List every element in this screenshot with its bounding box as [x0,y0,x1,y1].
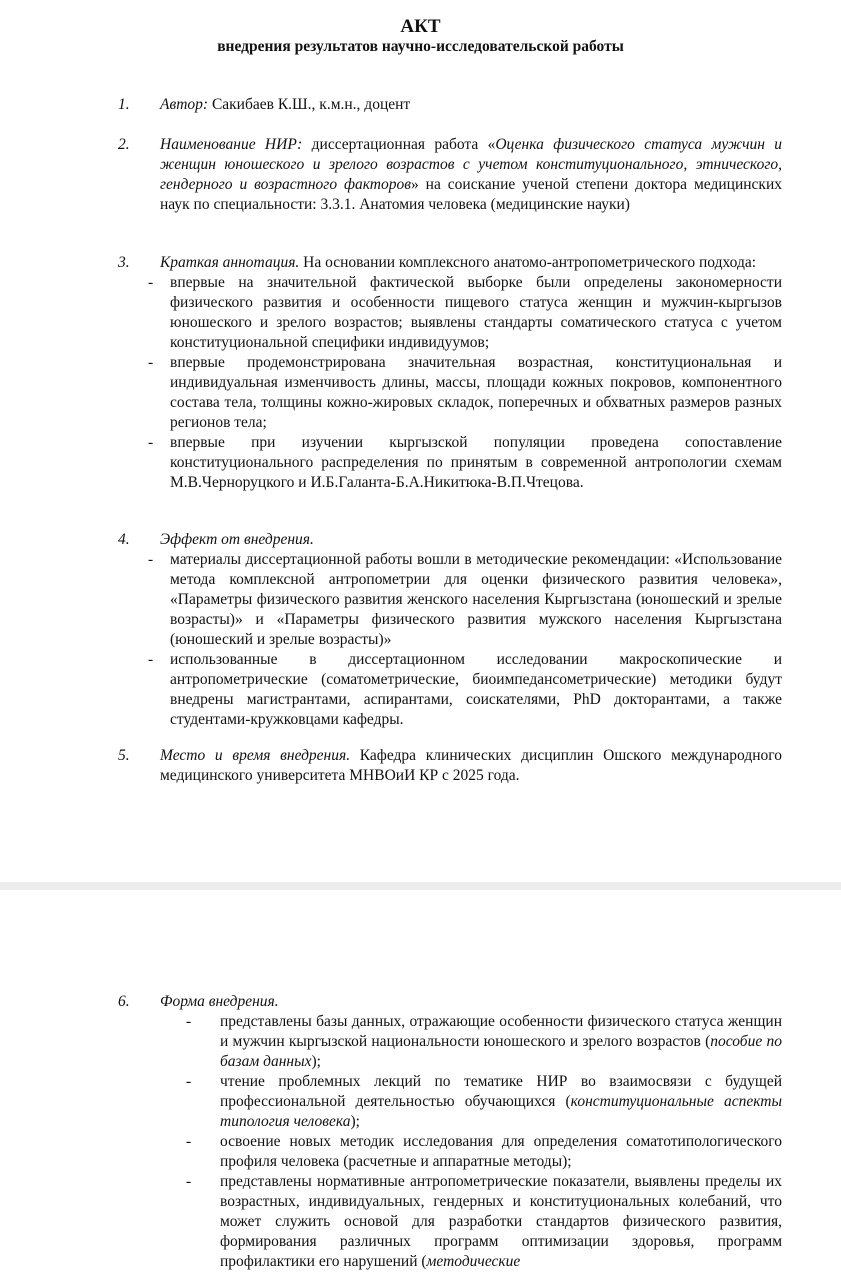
dash-bullet-icon: - [148,651,154,668]
section-annotation [148,253,782,493]
page-separator [0,882,841,890]
dissertation-title: Оценка физического статуса мужчин и женщин юношеского и зрелого возрастов с учетом конституционального, этнического, гендерного и возрастного факторов [160,136,783,193]
section-label: Место и время внедрения. [160,747,351,764]
section-text: Сакибаев К.Ш., к.м.н., доцент [208,96,411,113]
list-item: - впервые при изучении кыргызской популяции проведена сопоставление конституционального распределения по принятым в современной антропологии схемам М.В.Черноруцкого и И.Б.Галанта-Б.А.Никитюка-В.П.Чтецова. [148,434,782,491]
dash-bullet-icon: - [148,274,154,291]
section-label: Эффект от внедрения. [160,531,314,548]
dash-bullet-icon: - [148,354,154,371]
section-label: Автор: [160,96,209,113]
list-item: - представлены нормативные антропометрические показатели, выявлены пределы их возрастных, индивидуальных, гендерных и конституциональных колебаний, что может служить основой для разработки стандартов физического развития, формирования различных программ оптимизации здоровья, программ профилактики его нарушений (методические [186,1173,782,1270]
section-author [160,95,782,115]
section-label: Наименование НИР: [160,136,303,153]
section-number: 6. [118,993,130,1010]
dash-bullet-icon: - [186,1173,192,1190]
section-label: Форма внедрения. [160,993,279,1010]
section-number: 3. [118,254,130,271]
list-item: - впервые продемонстрирована значительная возрастная, конституциональная и индивидуальная изменчивость длины, массы, площади кожных покровов, компонентного состава тела, толщины кожно-жировых складок, поперечных и обхватных размеров разных регионов тела; [148,354,782,431]
list-item: - материалы диссертационной работы вошли в методические рекомендации: «Использование метода комплексной антропометрии для оценки физического развития человека», «Параметры физического развития женского населения Кыргызстана (юношеский и зрелые возрасты)» и «Параметры физического развития мужского населения Кыргызстана (юношеский и зрелые возрасты)» [148,551,782,648]
list-item: - представлены базы данных, отражающие особенности физического статуса женщин и мужчин кыргызской национальности юношеского и зрелого возрастов (пособие по базам данных); [186,1013,782,1070]
dash-bullet-icon: - [148,434,154,451]
section-number: 4. [118,531,130,548]
list-item: - освоение новых методик исследования для определения соматотипологического профиля человека (расчетные и аппаратные методы); [186,1133,782,1170]
section-text: » на соискание ученой степени доктора медицинских наук по специальности: 3.3.1. Анатомия человека (медицинские науки) [160,176,782,213]
section-implementation-form [160,992,782,1272]
document-page-2 [0,890,841,1280]
section-text: На основании комплексного анатомо-антропометрического подхода: [299,254,757,271]
list-item: - чтение проблемных лекций по тематике НИР во взаимосвязи с будущей профессиональной деятельностью обучающихся (конституциональные аспекты типология человека); [186,1073,782,1130]
dash-bullet-icon: - [148,551,154,568]
section-number: 2. [118,136,130,153]
section-number: 1. [118,96,130,113]
document-title: АКТ [400,16,441,37]
section-place-time [160,746,782,786]
list-item: - использованные в диссертационном исследовании макроскопические и антропометрические (соматометрические, биоимпедансометрические) методики будут внедрены магистрантами, аспирантами, соискателями, PhD докторантами, а также студентами-кружковцами кафедры. [148,651,782,728]
section-research-name [160,135,782,215]
document-subtitle: внедрения результатов научно-исследовательской работы [217,38,624,55]
section-text: диссертационная работа « [302,136,496,153]
section-number: 5. [118,747,130,764]
section-label: Краткая аннотация. [160,254,300,271]
section-text: Кафедра клинических дисциплин Ошского международного медицинского университета МНВОиИ КР с 2025 года. [160,747,782,784]
dash-bullet-icon: - [186,1073,192,1090]
list-item: - впервые на значительной фактической выборке были определены закономерности физического развития и особенности пищевого статуса женщин и мужчин-кыргызов юношеского и зрелого возрастов; выявлены стандарты соматического статуса с учетом конституциональной специфики индивидуумов; [148,274,782,351]
section-effect [148,530,782,730]
dash-bullet-icon: - [186,1133,192,1150]
dash-bullet-icon: - [186,1013,192,1030]
